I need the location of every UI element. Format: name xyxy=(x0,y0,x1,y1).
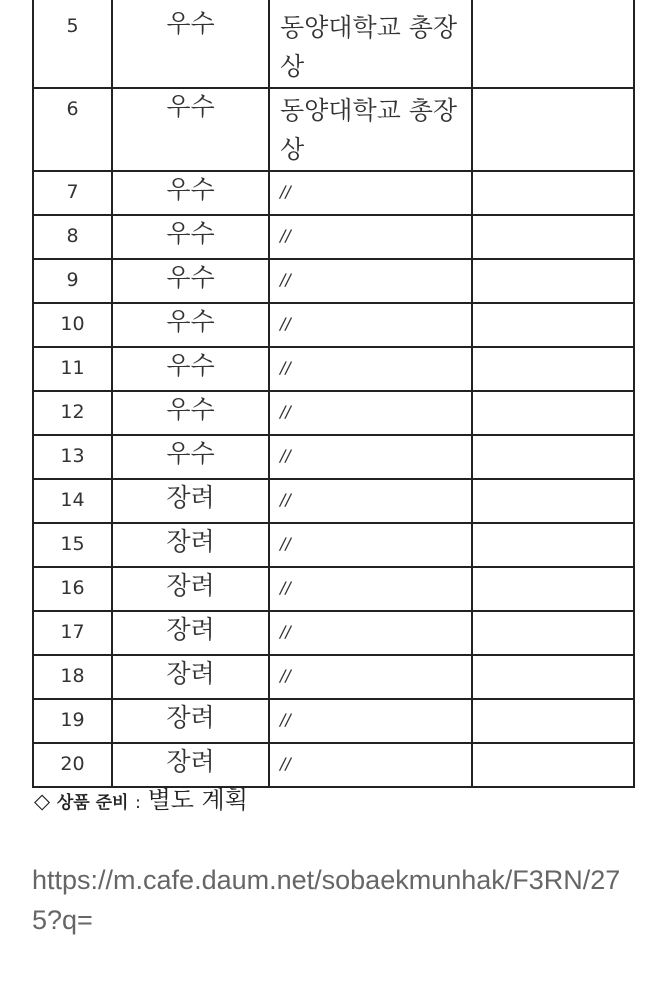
row-number-cell: 5 xyxy=(33,0,112,88)
row-award-cell: // xyxy=(269,391,472,435)
row-award-cell: // xyxy=(269,567,472,611)
row-grade-cell: 우수 xyxy=(112,0,269,88)
row-number-cell: 11 xyxy=(33,347,112,391)
row-note-cell xyxy=(472,479,634,523)
row-note-cell xyxy=(472,303,634,347)
table-row xyxy=(33,655,634,699)
row-grade-cell: 장려 xyxy=(112,699,269,743)
row-grade-cell: 우수 xyxy=(112,88,269,171)
row-award-cell: // xyxy=(269,699,472,743)
table-row xyxy=(33,523,634,567)
diamond-icon: ◇ xyxy=(34,789,51,813)
table-row xyxy=(33,479,634,523)
award-table xyxy=(32,0,635,788)
cafe-link[interactable]: https://m.cafe.daum.net/sobaekmunhak/F3RN/275?q= xyxy=(32,865,621,935)
row-number-cell: 17 xyxy=(33,611,112,655)
row-grade-cell: 장려 xyxy=(112,655,269,699)
row-number-cell: 10 xyxy=(33,303,112,347)
row-award-cell: // xyxy=(269,479,472,523)
row-note-cell xyxy=(472,171,634,215)
row-grade-cell: 우수 xyxy=(112,303,269,347)
table-row xyxy=(33,171,634,215)
row-grade-cell: 우수 xyxy=(112,435,269,479)
row-note-cell xyxy=(472,655,634,699)
row-number-cell: 13 xyxy=(33,435,112,479)
table-row xyxy=(33,88,634,171)
row-grade-cell: 우수 xyxy=(112,171,269,215)
row-grade-cell: 우수 xyxy=(112,391,269,435)
row-award-cell: // xyxy=(269,303,472,347)
row-note-cell xyxy=(472,743,634,787)
prize-preparation-label: 상품 준비 xyxy=(56,793,129,813)
row-award-cell: // xyxy=(269,215,472,259)
row-grade-cell: 장려 xyxy=(112,523,269,567)
row-note-cell xyxy=(472,259,634,303)
row-grade-cell: 장려 xyxy=(112,743,269,787)
row-number-cell: 20 xyxy=(33,743,112,787)
row-grade-cell: 장려 xyxy=(112,567,269,611)
row-note-cell xyxy=(472,567,634,611)
table-row xyxy=(33,743,634,787)
row-note-cell xyxy=(472,0,634,88)
row-award-cell: // xyxy=(269,435,472,479)
table-row xyxy=(33,699,634,743)
row-note-cell xyxy=(472,215,634,259)
table-row xyxy=(33,435,634,479)
row-note-cell xyxy=(472,523,634,567)
row-number-cell: 6 xyxy=(33,88,112,171)
row-note-cell xyxy=(472,435,634,479)
row-award-cell: // xyxy=(269,347,472,391)
row-note-cell xyxy=(472,611,634,655)
row-award-cell: // xyxy=(269,655,472,699)
row-grade-cell: 장려 xyxy=(112,479,269,523)
row-number-cell: 18 xyxy=(33,655,112,699)
row-note-cell xyxy=(472,347,634,391)
table-row xyxy=(33,0,634,88)
table-row xyxy=(33,347,634,391)
prize-preparation-value: 별도 계획 xyxy=(147,786,248,814)
row-award-cell: // xyxy=(269,523,472,567)
row-grade-cell: 우수 xyxy=(112,347,269,391)
row-number-cell: 19 xyxy=(33,699,112,743)
row-award-cell: 동양대학교 총장상 xyxy=(269,0,472,88)
row-award-cell: 동양대학교 총장상 xyxy=(269,88,472,171)
row-number-cell: 16 xyxy=(33,567,112,611)
row-number-cell: 14 xyxy=(33,479,112,523)
row-number-cell: 15 xyxy=(33,523,112,567)
row-grade-cell: 우수 xyxy=(112,259,269,303)
table-row xyxy=(33,567,634,611)
prize-preparation-line xyxy=(34,784,248,819)
row-number-cell: 9 xyxy=(33,259,112,303)
row-number-cell: 8 xyxy=(33,215,112,259)
award-table-body xyxy=(33,0,634,787)
table-row xyxy=(33,611,634,655)
row-award-cell: // xyxy=(269,259,472,303)
table-row xyxy=(33,391,634,435)
table-row xyxy=(33,303,634,347)
row-award-cell: // xyxy=(269,743,472,787)
row-number-cell: 12 xyxy=(33,391,112,435)
row-award-cell: // xyxy=(269,611,472,655)
table-row xyxy=(33,259,634,303)
row-grade-cell: 우수 xyxy=(112,215,269,259)
row-note-cell xyxy=(472,391,634,435)
row-award-cell: // xyxy=(269,171,472,215)
row-note-cell xyxy=(472,88,634,171)
row-number-cell: 7 xyxy=(33,171,112,215)
row-note-cell xyxy=(472,699,634,743)
row-grade-cell: 장려 xyxy=(112,611,269,655)
table-row xyxy=(33,215,634,259)
prize-preparation-colon: : xyxy=(135,793,141,813)
